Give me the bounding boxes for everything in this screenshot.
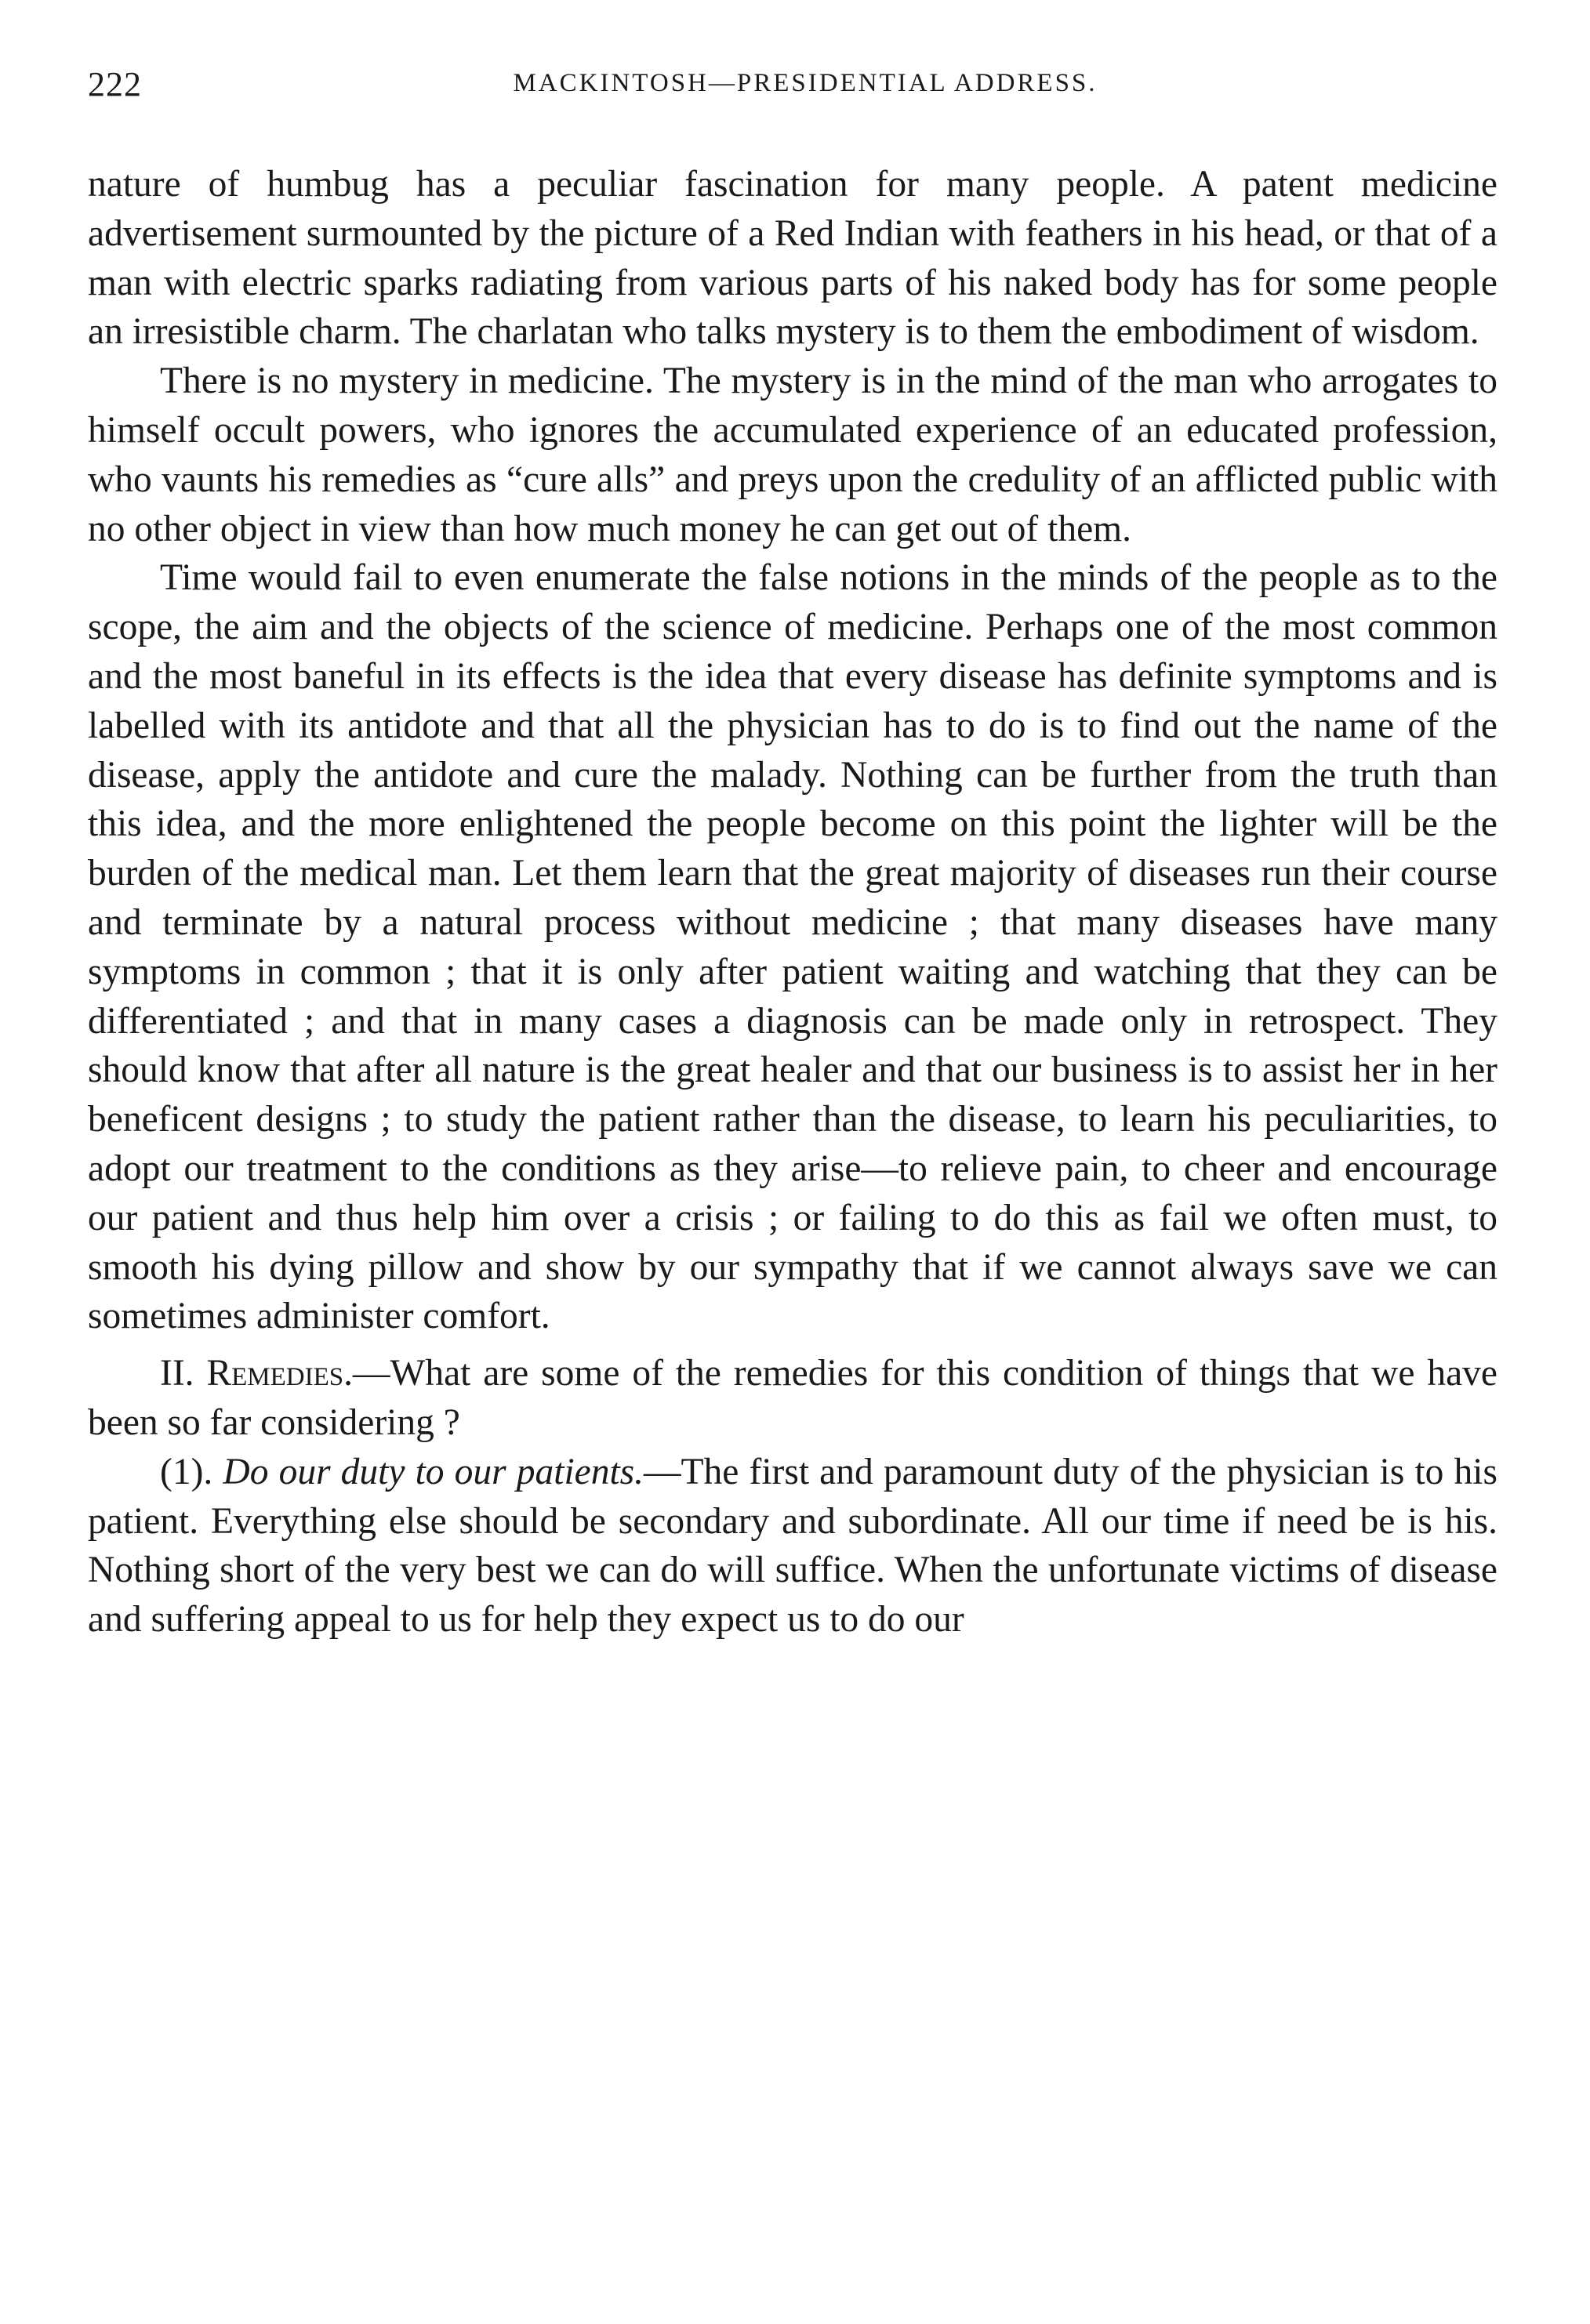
section-heading: Remedies. [206, 1353, 353, 1394]
remedy-1-text: —The first and paramount duty of the physician is to his patient. Everything else should be secondary and subordinate. All our time if need be is his. Nothing short of the very best we can do will suffice. When the unfortunate victims of disease and suffering appeal to us for help they expect us to do our [88, 1451, 1497, 1641]
remedy-1 [88, 1448, 1497, 1644]
section-numeral: II. [160, 1353, 194, 1394]
paragraph-false-notions: Time would fail to even enumerate the false notions in the minds of the people as to the scope, the aim and the objects of the science of medicine. Perhaps one of the most common and the most baneful in its effects is the idea that every disease has definite symptoms and is labelled with its antidote and that all the physician has to do is to find out the name of the disease, apply the antidote and cure the malady. Nothing can be further from the truth than this idea, and the more enlightened the people become on this point the lighter will be the burden of the medical man. Let them learn that the great majority of diseases run their course and terminate by a natural process without medicine ; that many diseases have many symptoms in common ; that it is only after patient waiting and watching that they can be differentiated ; and that in many cases a diagnosis can be made only in retrospect. They should know that after all nature is the great healer and that our business is to assist her in her beneficent designs ; to study the patient rather than the disease, to learn his peculiarities, to adopt our treatment to the conditions as they arise—to relieve pain, to cheer and encourage our patient and thus help him over a crisis ; or failing to do this as fail we often must, to smooth his dying pillow and show by our sympathy that if we cannot always save we can sometimes administer comfort. [88, 557, 1497, 1337]
body-text [88, 160, 1497, 1644]
paragraph-humbug: nature of humbug has a peculiar fascination for many people. A patent medicine advertisement surmounted by the picture of a Red Indian with feathers in his head, or that of a man with electric sparks radiating from various parts of his naked body has for some people an irresistible charm. The charlatan who talks mystery is to them the embodiment of wisdom. [88, 164, 1497, 353]
running-head [88, 64, 1491, 111]
section-remedies [88, 1349, 1497, 1448]
paragraph-mystery: There is no mystery in medicine. The mystery is in the mind of the man who arrogates to himself occult powers, who ignores the accumulated experience of an educated profession, who vaunts his remedies as “cure alls” and preys upon the credulity of an afflicted public with no other object in view than how much money he can get out of them. [88, 361, 1497, 549]
remedy-1-number: (1). [160, 1451, 213, 1492]
remedy-1-title: Do our duty to our patients. [223, 1451, 644, 1492]
running-title: MACKINTOSH—PRESIDENTIAL ADDRESS. [513, 69, 1098, 97]
page-number: 222 [88, 65, 142, 103]
section-text: —What are some of the remedies for this condition of things that we have been so far considering ? [88, 1353, 1497, 1443]
